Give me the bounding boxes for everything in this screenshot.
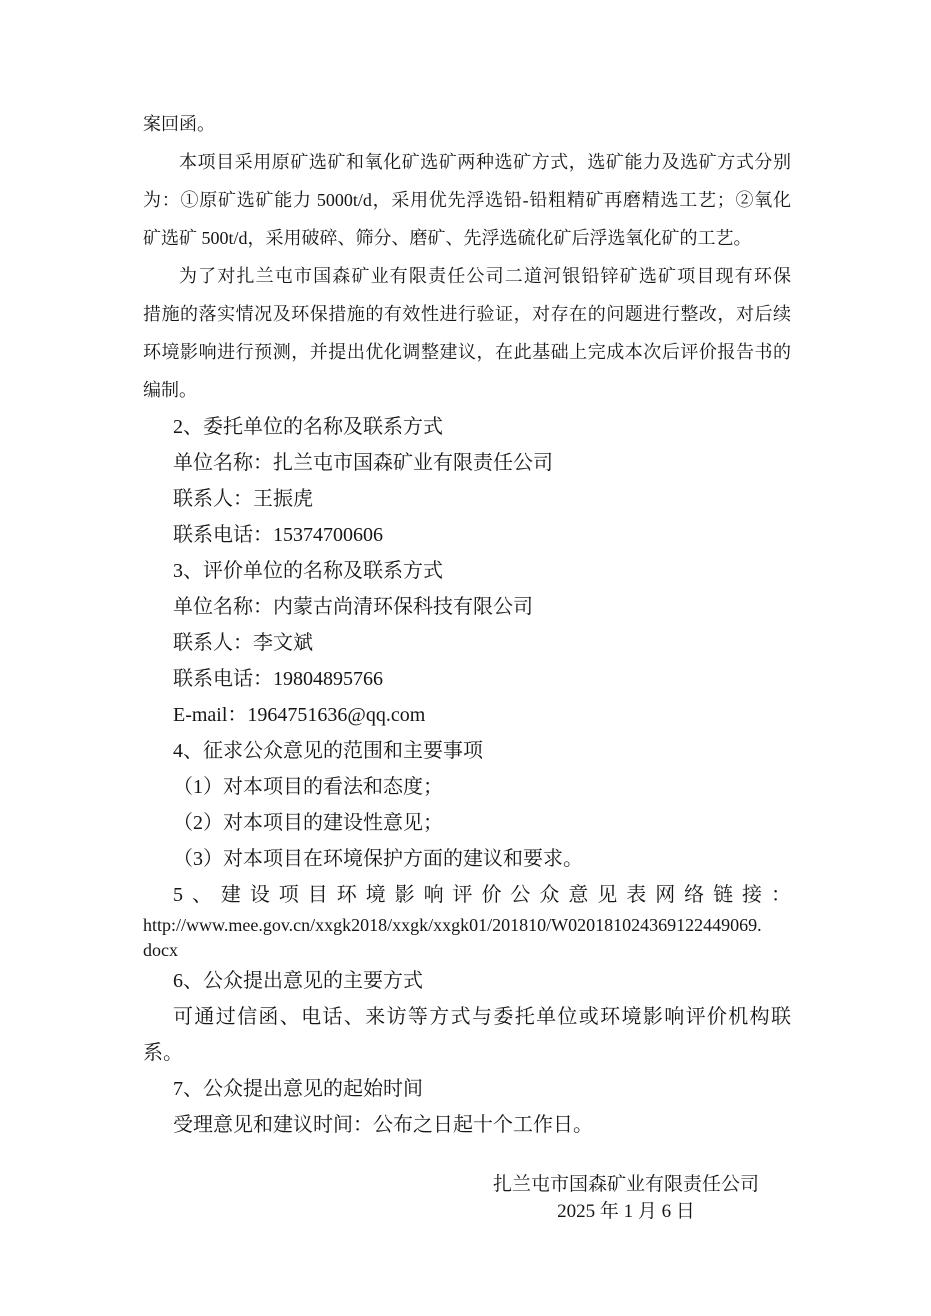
- signature-date: 2025 年 1 月 6 日: [557, 1201, 695, 1222]
- field-client-company-name: 单位名称：扎兰屯市国森矿业有限责任公司: [173, 452, 553, 474]
- heading-section-7: 7、公众提出意见的起始时间: [173, 1078, 423, 1100]
- para-process-line-3: 矿选矿 500t/d，采用破碎、筛分、磨矿、先浮选硫化矿后浮选氧化矿的工艺。: [143, 228, 752, 248]
- para-process-line-1: 本项目采用原矿选矿和氧化矿选矿两种选矿方式，选矿能力及选矿方式分别: [179, 152, 791, 172]
- para-case-reply-tail: 案回函。: [143, 114, 215, 134]
- feedback-form-url: [143, 913, 791, 963]
- field-eval-contact-person: 联系人：李文斌: [173, 632, 313, 654]
- heading-section-5: 5、建设项目环境影响评价公众意见表网络链接：: [173, 884, 791, 906]
- para-purpose-line-4: 编制。: [143, 380, 197, 400]
- signature-company: 扎兰屯市国森矿业有限责任公司: [492, 1174, 759, 1195]
- heading-section-4: 4、征求公众意见的范围和主要事项: [173, 740, 483, 762]
- heading-section-6: 6、公众提出意见的主要方式: [173, 970, 423, 992]
- item-opinion-scope-1: （1）对本项目的看法和态度；: [173, 776, 443, 798]
- heading-section-2: 2、委托单位的名称及联系方式: [173, 416, 443, 438]
- para-process-line-2: 为：①原矿选矿能力 5000t/d，采用优先浮选铅-铅粗精矿再磨精选工艺；②氧化: [143, 190, 791, 210]
- field-eval-phone: 联系电话：19804895766: [173, 668, 383, 690]
- para-purpose-line-2: 措施的落实情况及环保措施的有效性进行验证，对存在的问题进行整改，对后续: [143, 304, 791, 324]
- heading-section-3: 3、评价单位的名称及联系方式: [173, 560, 443, 582]
- item-opinion-scope-3: （3）对本项目在环境保护方面的建议和要求。: [173, 848, 583, 870]
- para-purpose-line-3: 环境影响进行预测，并提出优化调整建议，在此基础上完成本次后评价报告书的: [143, 342, 791, 362]
- feedback-form-url-line-1: http://www.mee.gov.cn/xxgk2018/xxgk/xxgk01/201810/W020181024369122449069.: [143, 915, 762, 935]
- para-acceptance-period: 受理意见和建议时间：公布之日起十个工作日。: [173, 1114, 593, 1136]
- para-purpose-line-1: 为了对扎兰屯市国森矿业有限责任公司二道河银铅锌矿选矿项目现有环保: [179, 266, 791, 286]
- paragraphs-process: [143, 105, 791, 409]
- field-client-contact-person: 联系人：王振虎: [173, 488, 313, 510]
- field-eval-email: E-mail：1964751636@qq.com: [173, 704, 426, 726]
- para-contact-methods: 可通过信函、电话、来访等方式与委托单位或环境影响评价机构联系。: [143, 1006, 791, 1064]
- signature-block: [461, 1171, 791, 1225]
- sections-list-2: [143, 963, 791, 1143]
- field-client-phone: 联系电话：15374700606: [173, 524, 383, 546]
- sections-list: [143, 409, 791, 913]
- feedback-form-url-line-2: docx: [143, 940, 178, 960]
- field-eval-company-name: 单位名称：内蒙古尚清环保科技有限公司: [173, 596, 533, 618]
- item-opinion-scope-2: （2）对本项目的建设性意见；: [173, 812, 443, 834]
